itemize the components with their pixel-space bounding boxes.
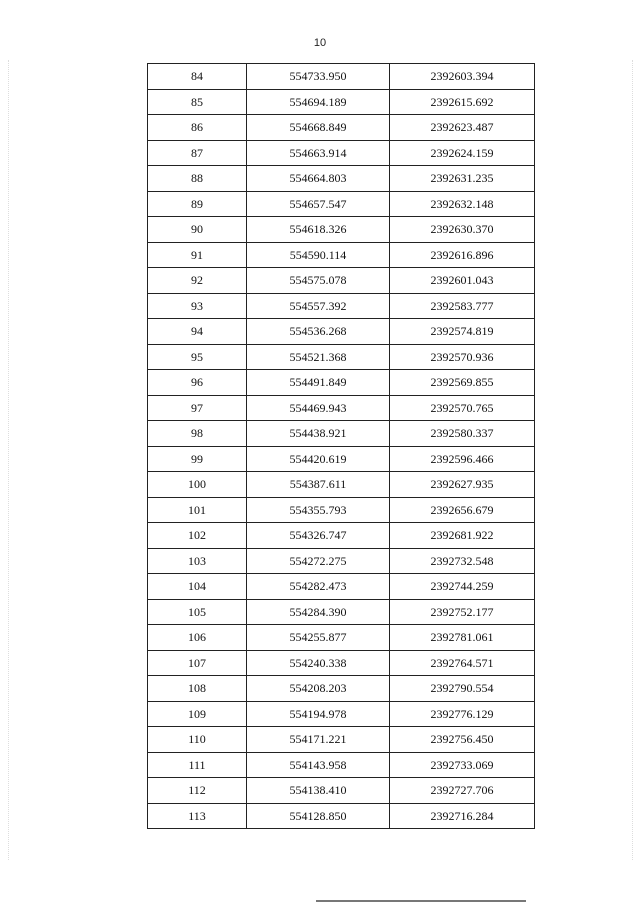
y-coordinate-cell: 2392764.571 (390, 650, 535, 676)
x-coordinate-cell: 554128.850 (247, 803, 390, 829)
table-row (148, 217, 535, 243)
x-coordinate-cell: 554194.978 (247, 701, 390, 727)
y-coordinate-cell: 2392615.692 (390, 89, 535, 115)
table-row (148, 803, 535, 829)
y-coordinate-cell: 2392727.706 (390, 778, 535, 804)
table-row (148, 344, 535, 370)
table-row (148, 599, 535, 625)
x-coordinate-cell: 554590.114 (247, 242, 390, 268)
y-coordinate-cell: 2392656.679 (390, 497, 535, 523)
x-coordinate-cell: 554420.619 (247, 446, 390, 472)
y-coordinate-cell: 2392596.466 (390, 446, 535, 472)
table-row (148, 395, 535, 421)
point-number-cell: 95 (148, 344, 247, 370)
table-row (148, 497, 535, 523)
x-coordinate-cell: 554326.747 (247, 523, 390, 549)
x-coordinate-cell: 554657.547 (247, 191, 390, 217)
x-coordinate-cell: 554284.390 (247, 599, 390, 625)
x-coordinate-cell: 554694.189 (247, 89, 390, 115)
x-coordinate-cell: 554575.078 (247, 268, 390, 294)
table-row (148, 191, 535, 217)
point-number-cell: 86 (148, 115, 247, 141)
point-number-cell: 98 (148, 421, 247, 447)
table-row (148, 140, 535, 166)
x-coordinate-cell: 554272.275 (247, 548, 390, 574)
coordinate-table-body (148, 64, 535, 829)
x-coordinate-cell: 554355.793 (247, 497, 390, 523)
point-number-cell: 84 (148, 64, 247, 90)
y-coordinate-cell: 2392623.487 (390, 115, 535, 141)
x-coordinate-cell: 554255.877 (247, 625, 390, 651)
x-coordinate-cell: 554618.326 (247, 217, 390, 243)
y-coordinate-cell: 2392752.177 (390, 599, 535, 625)
point-number-cell: 101 (148, 497, 247, 523)
y-coordinate-cell: 2392776.129 (390, 701, 535, 727)
x-coordinate-cell: 554240.338 (247, 650, 390, 676)
bottom-rule (316, 900, 526, 902)
y-coordinate-cell: 2392601.043 (390, 268, 535, 294)
table-row (148, 778, 535, 804)
point-number-cell: 106 (148, 625, 247, 651)
point-number-cell: 96 (148, 370, 247, 396)
point-number-cell: 109 (148, 701, 247, 727)
x-coordinate-cell: 554208.203 (247, 676, 390, 702)
x-coordinate-cell: 554733.950 (247, 64, 390, 90)
table-row (148, 701, 535, 727)
y-coordinate-cell: 2392632.148 (390, 191, 535, 217)
x-coordinate-cell: 554536.268 (247, 319, 390, 345)
page-number: 10 (313, 37, 327, 49)
table-row (148, 268, 535, 294)
coordinate-table (147, 63, 535, 829)
x-coordinate-cell: 554557.392 (247, 293, 390, 319)
y-coordinate-cell: 2392627.935 (390, 472, 535, 498)
y-coordinate-cell: 2392744.259 (390, 574, 535, 600)
x-coordinate-cell: 554171.221 (247, 727, 390, 753)
point-number-cell: 110 (148, 727, 247, 753)
point-number-cell: 103 (148, 548, 247, 574)
point-number-cell: 107 (148, 650, 247, 676)
y-coordinate-cell: 2392574.819 (390, 319, 535, 345)
x-coordinate-cell: 554521.368 (247, 344, 390, 370)
point-number-cell: 94 (148, 319, 247, 345)
point-number-cell: 113 (148, 803, 247, 829)
x-coordinate-cell: 554143.958 (247, 752, 390, 778)
y-coordinate-cell: 2392570.765 (390, 395, 535, 421)
y-coordinate-cell: 2392732.548 (390, 548, 535, 574)
table-row (148, 319, 535, 345)
y-coordinate-cell: 2392631.235 (390, 166, 535, 192)
table-row (148, 752, 535, 778)
table-row (148, 523, 535, 549)
x-coordinate-cell: 554138.410 (247, 778, 390, 804)
y-coordinate-cell: 2392756.450 (390, 727, 535, 753)
point-number-cell: 87 (148, 140, 247, 166)
point-number-cell: 85 (148, 89, 247, 115)
x-coordinate-cell: 554663.914 (247, 140, 390, 166)
point-number-cell: 93 (148, 293, 247, 319)
y-coordinate-cell: 2392733.069 (390, 752, 535, 778)
point-number-cell: 89 (148, 191, 247, 217)
point-number-cell: 105 (148, 599, 247, 625)
table-row (148, 446, 535, 472)
table-row (148, 166, 535, 192)
y-coordinate-cell: 2392716.284 (390, 803, 535, 829)
y-coordinate-cell: 2392583.777 (390, 293, 535, 319)
table-row (148, 472, 535, 498)
table-row (148, 242, 535, 268)
table-row (148, 548, 535, 574)
table-row (148, 370, 535, 396)
x-coordinate-cell: 554438.921 (247, 421, 390, 447)
point-number-cell: 91 (148, 242, 247, 268)
table-row (148, 676, 535, 702)
scan-edge-mark (8, 60, 10, 860)
x-coordinate-cell: 554491.849 (247, 370, 390, 396)
x-coordinate-cell: 554387.611 (247, 472, 390, 498)
point-number-cell: 112 (148, 778, 247, 804)
y-coordinate-cell: 2392681.922 (390, 523, 535, 549)
y-coordinate-cell: 2392624.159 (390, 140, 535, 166)
table-row (148, 650, 535, 676)
x-coordinate-cell: 554668.849 (247, 115, 390, 141)
y-coordinate-cell: 2392570.936 (390, 344, 535, 370)
table-row (148, 115, 535, 141)
table-row (148, 727, 535, 753)
table-row (148, 293, 535, 319)
x-coordinate-cell: 554282.473 (247, 574, 390, 600)
point-number-cell: 102 (148, 523, 247, 549)
point-number-cell: 92 (148, 268, 247, 294)
y-coordinate-cell: 2392569.855 (390, 370, 535, 396)
x-coordinate-cell: 554664.803 (247, 166, 390, 192)
x-coordinate-cell: 554469.943 (247, 395, 390, 421)
table-row (148, 421, 535, 447)
point-number-cell: 108 (148, 676, 247, 702)
point-number-cell: 88 (148, 166, 247, 192)
y-coordinate-cell: 2392781.061 (390, 625, 535, 651)
y-coordinate-cell: 2392790.554 (390, 676, 535, 702)
y-coordinate-cell: 2392630.370 (390, 217, 535, 243)
point-number-cell: 97 (148, 395, 247, 421)
table-row (148, 64, 535, 90)
table-row (148, 89, 535, 115)
point-number-cell: 99 (148, 446, 247, 472)
point-number-cell: 90 (148, 217, 247, 243)
scan-edge-mark (632, 60, 634, 860)
y-coordinate-cell: 2392603.394 (390, 64, 535, 90)
table-row (148, 574, 535, 600)
point-number-cell: 104 (148, 574, 247, 600)
table-row (148, 625, 535, 651)
point-number-cell: 111 (148, 752, 247, 778)
y-coordinate-cell: 2392616.896 (390, 242, 535, 268)
point-number-cell: 100 (148, 472, 247, 498)
y-coordinate-cell: 2392580.337 (390, 421, 535, 447)
